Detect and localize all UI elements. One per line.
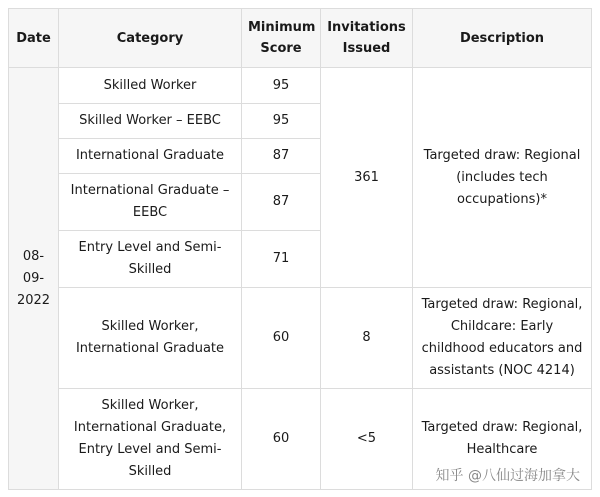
description-cell: Targeted draw: Regional, Childcare: Early childhood educators and assistants (NOC 4214) bbox=[413, 288, 592, 389]
header-minimum-score: Minimum Score bbox=[242, 9, 321, 68]
category-cell: Entry Level and Semi-Skilled bbox=[59, 231, 242, 288]
invitations-cell: <5 bbox=[321, 389, 413, 490]
header-invitations-issued: Invitations Issued bbox=[321, 9, 413, 68]
category-cell: Skilled Worker, International Graduate bbox=[59, 288, 242, 389]
header-date: Date bbox=[9, 9, 59, 68]
category-cell: International Graduate – EEBC bbox=[59, 174, 242, 231]
score-cell: 60 bbox=[242, 288, 321, 389]
category-cell: Skilled Worker – EEBC bbox=[59, 104, 242, 139]
table-header-row bbox=[9, 9, 592, 68]
description-cell: Targeted draw: Regional (includes tech occupations)* bbox=[413, 68, 592, 288]
table-row bbox=[9, 68, 592, 104]
draw-results-table bbox=[8, 8, 592, 490]
invitations-cell: 361 bbox=[321, 68, 413, 288]
category-cell: Skilled Worker, International Graduate, Entry Level and Semi-Skilled bbox=[59, 389, 242, 490]
score-cell: 71 bbox=[242, 231, 321, 288]
category-cell: Skilled Worker bbox=[59, 68, 242, 104]
zhihu-watermark: 知乎 @八仙过海加拿大 bbox=[435, 468, 580, 484]
description-cell: Targeted draw: Regional, Healthcare bbox=[413, 389, 592, 490]
score-cell: 87 bbox=[242, 139, 321, 174]
table-row bbox=[9, 288, 592, 389]
header-description: Description bbox=[413, 9, 592, 68]
invitations-cell: 8 bbox=[321, 288, 413, 389]
score-cell: 60 bbox=[242, 389, 321, 490]
score-cell: 95 bbox=[242, 104, 321, 139]
date-cell: 08-09-2022 bbox=[9, 68, 59, 490]
score-cell: 95 bbox=[242, 68, 321, 104]
category-cell: International Graduate bbox=[59, 139, 242, 174]
header-category: Category bbox=[59, 9, 242, 68]
score-cell: 87 bbox=[242, 174, 321, 231]
